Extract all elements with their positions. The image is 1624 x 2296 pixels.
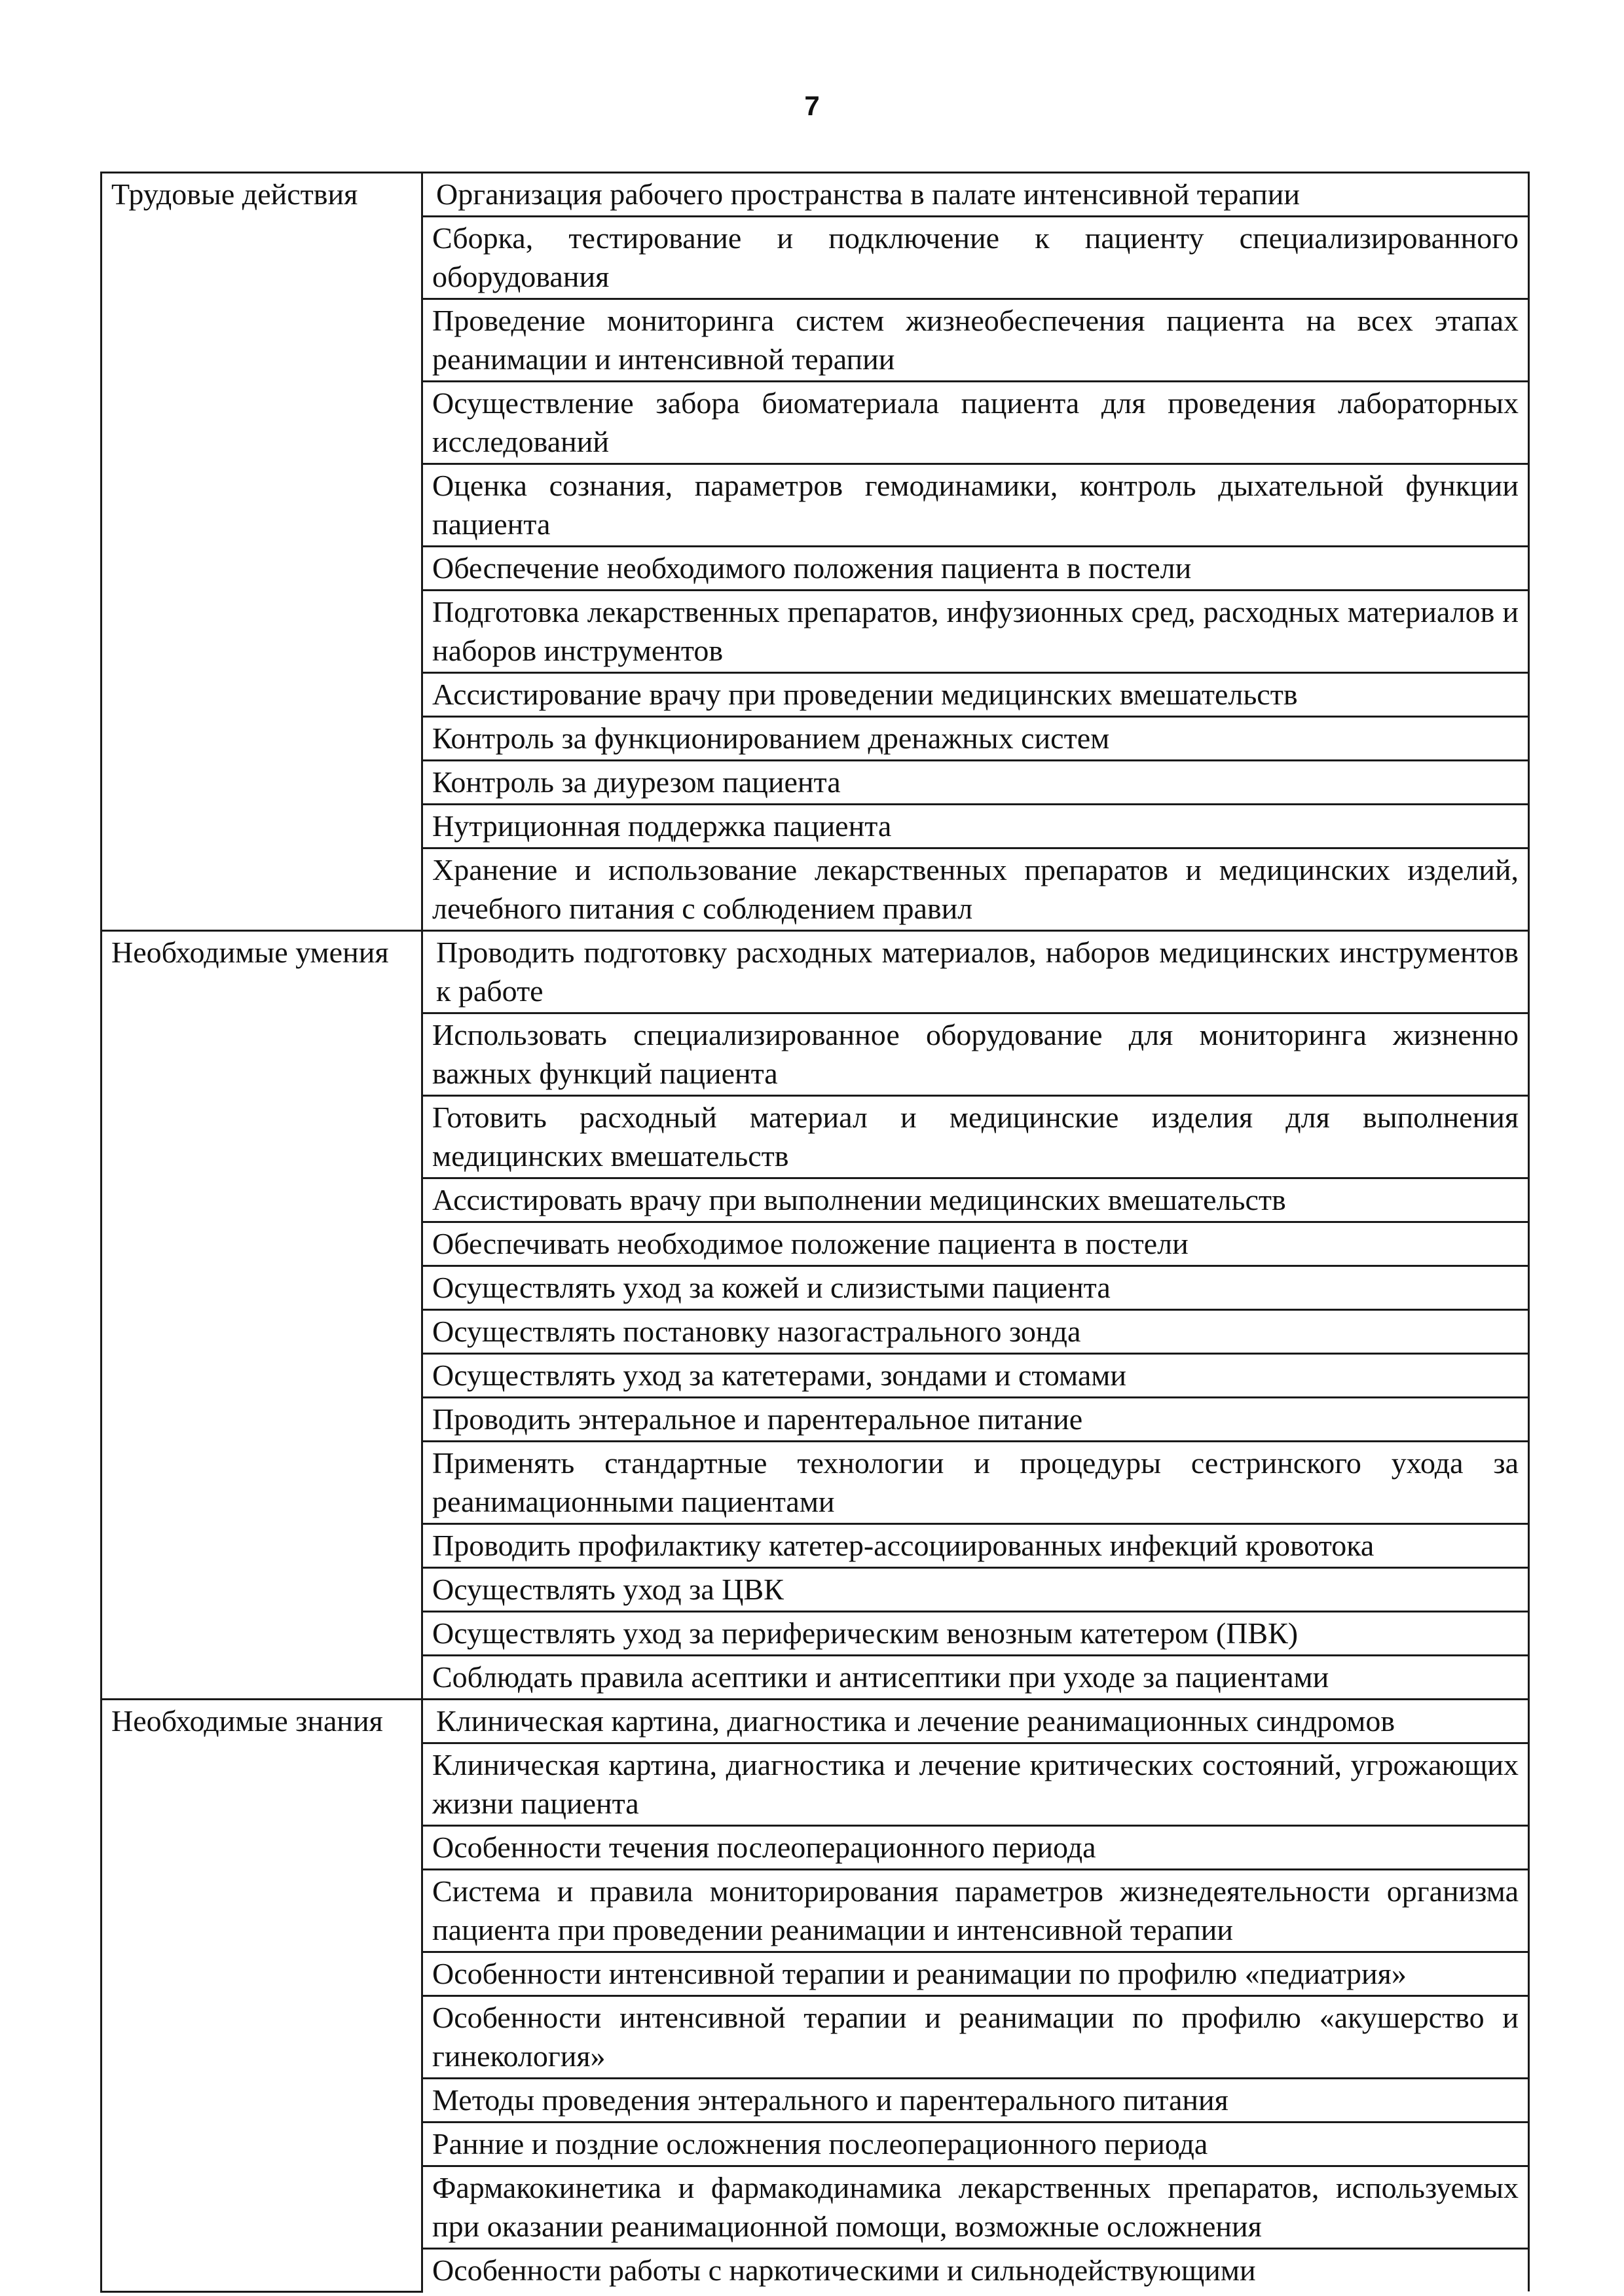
section-item: Фармакокинетика и фармакодинамика лекарственных препаратов, используемых при оказании реанимационной помощи, возможные осложнения <box>422 2166 1529 2249</box>
section-item: Подготовка лекарственных препаратов, инфузионных сред, расходных материалов и наборов инструментов <box>422 591 1529 673</box>
section-item: Оценка сознания, параметров гемодинамики, контроль дыхательной функции пациента <box>422 464 1529 547</box>
section-item: Осуществлять уход за ЦВК <box>422 1568 1529 1612</box>
page-number: 7 <box>804 90 820 121</box>
section-item: Осуществлять уход за катетерами, зондами и стомами <box>422 1354 1529 1398</box>
section-label: Трудовые действия <box>101 173 422 931</box>
table-body <box>101 173 1529 2292</box>
section-item: Ассистировать врачу при выполнении медицинских вмешательств <box>422 1178 1529 1222</box>
section-item: Особенности интенсивной терапии и реанимации по профилю «акушерство и гинекология» <box>422 1996 1529 2079</box>
section-item: Ранние и поздние осложнения послеоперационного периода <box>422 2123 1529 2166</box>
section-label: Необходимые умения <box>101 931 422 1700</box>
section-item: Система и правила мониторирования параметров жизнедеятельности организма пациента при проведении реанимации и интенсивной терапии <box>422 1870 1529 1952</box>
section-item: Клиническая картина, диагностика и лечение критических состояний, угрожающих жизни пациента <box>422 1743 1529 1826</box>
section-item: Организация рабочего пространства в палате интенсивной терапии <box>422 173 1529 217</box>
section-item: Соблюдать правила асептики и антисептики при уходе за пациентами <box>422 1656 1529 1700</box>
section-item: Клиническая картина, диагностика и лечение реанимационных синдромов <box>422 1700 1529 1743</box>
section-item: Осуществлять уход за периферическим венозным катетером (ПВК) <box>422 1612 1529 1656</box>
section-item: Проводить энтеральное и парентеральное питание <box>422 1398 1529 1442</box>
section-label: Необходимые знания <box>101 1700 422 2292</box>
section-item: Особенности течения послеоперационного периода <box>422 1826 1529 1870</box>
section-item: Контроль за диурезом пациента <box>422 761 1529 805</box>
table-row <box>101 1700 1529 1743</box>
section-item: Обеспечивать необходимое положение пациента в постели <box>422 1222 1529 1266</box>
table-row <box>101 173 1529 217</box>
section-item: Особенности интенсивной терапии и реанимации по профилю «педиатрия» <box>422 1952 1529 1996</box>
section-item: Хранение и использование лекарственных препаратов и медицинских изделий, лечебного питания с соблюдением правил <box>422 848 1529 931</box>
section-item: Проводить профилактику катетер-ассоциированных инфекций кровотока <box>422 1524 1529 1568</box>
section-item: Использовать специализированное оборудование для мониторинга жизненно важных функций пациента <box>422 1013 1529 1096</box>
section-item: Сборка, тестирование и подключение к пациенту специализированного оборудования <box>422 217 1529 299</box>
section-item: Особенности работы с наркотическими и сильнодействующими <box>422 2249 1529 2292</box>
section-item: Осуществлять постановку назогастрального зонда <box>422 1310 1529 1354</box>
section-item: Осуществление забора биоматериала пациента для проведения лабораторных исследований <box>422 382 1529 464</box>
section-item: Осуществлять уход за кожей и слизистыми пациента <box>422 1266 1529 1310</box>
section-item: Обеспечение необходимого положения пациента в постели <box>422 547 1529 591</box>
table-row <box>101 931 1529 1013</box>
section-item: Готовить расходный материал и медицинские изделия для выполнения медицинских вмешательств <box>422 1096 1529 1178</box>
section-item: Нутриционная поддержка пациента <box>422 805 1529 848</box>
section-item: Контроль за функционированием дренажных систем <box>422 717 1529 761</box>
section-item: Применять стандартные технологии и процедуры сестринского ухода за реанимационными пациентами <box>422 1442 1529 1524</box>
section-item: Методы проведения энтерального и парентерального питания <box>422 2079 1529 2123</box>
section-item: Проводить подготовку расходных материалов, наборов медицинских инструментов к работе <box>422 931 1529 1013</box>
section-item: Ассистирование врачу при проведении медицинских вмешательств <box>422 673 1529 717</box>
competency-table <box>100 172 1530 2293</box>
section-item: Проведение мониторинга систем жизнеобеспечения пациента на всех этапах реанимации и интенсивной терапии <box>422 299 1529 382</box>
